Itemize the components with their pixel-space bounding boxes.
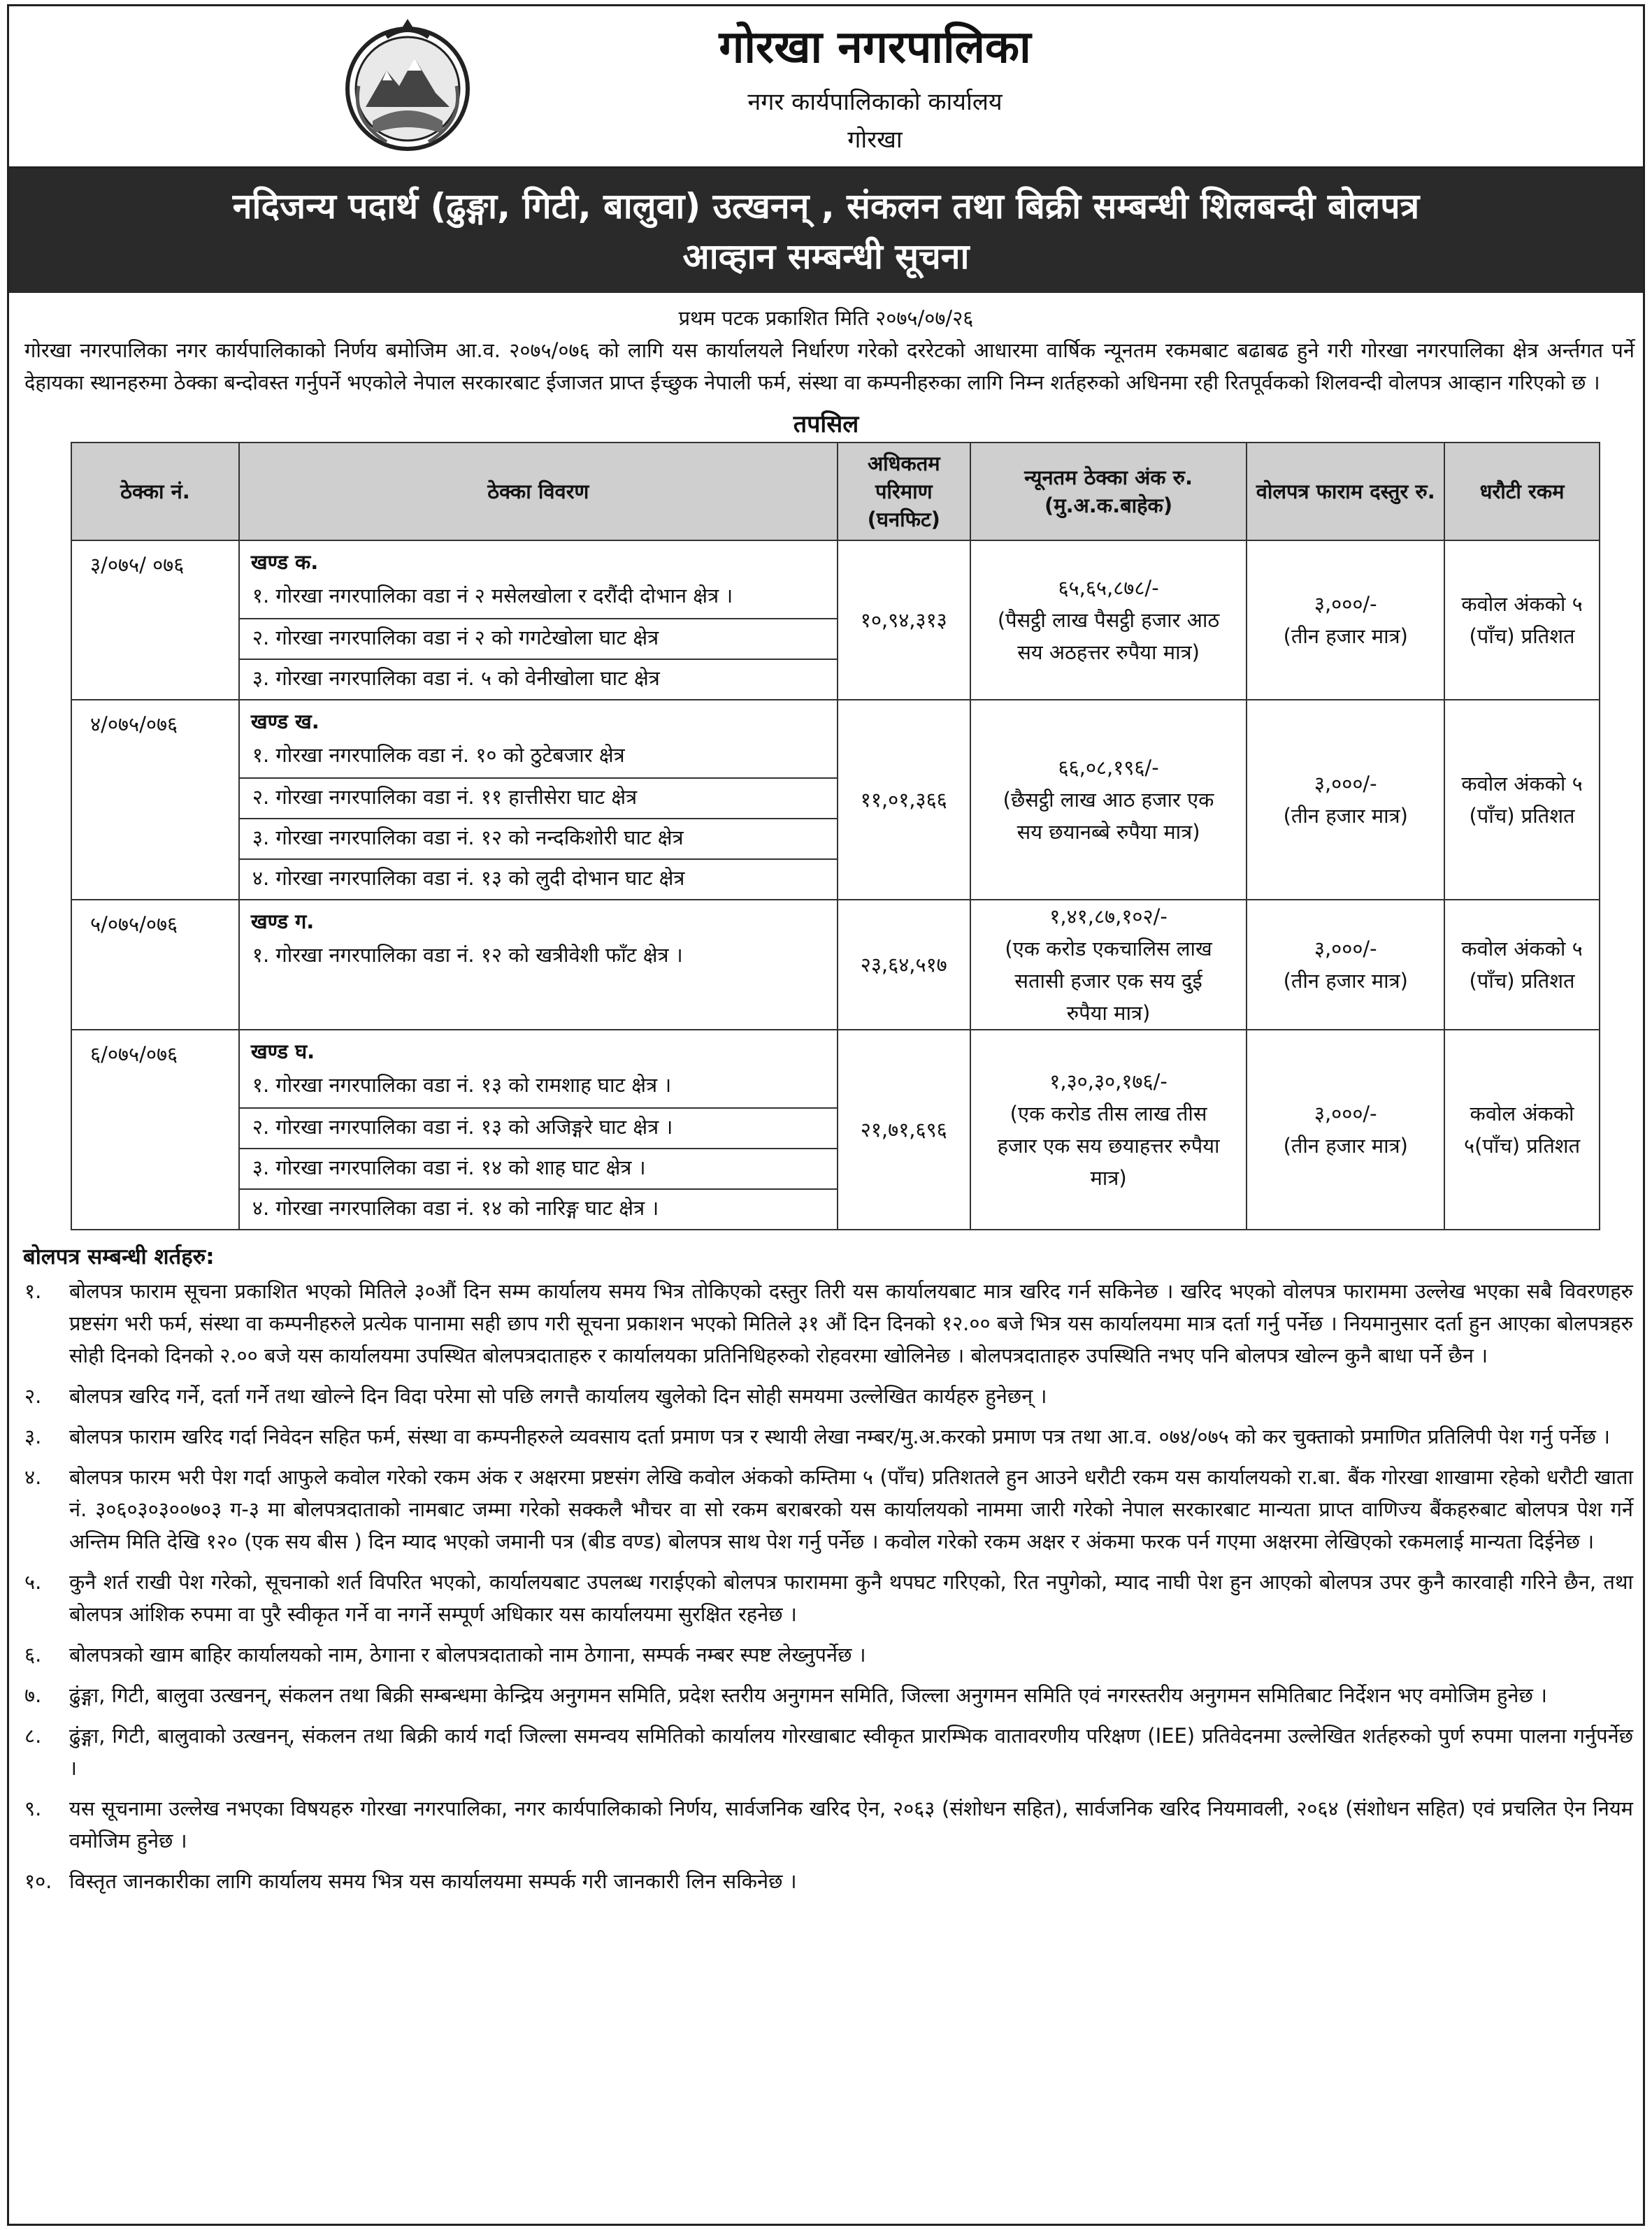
table-body xyxy=(71,540,1600,1230)
form-fee-words: (तीन हजार मात्र) xyxy=(1283,969,1408,993)
table-row xyxy=(71,700,1600,900)
condition-number: ६. xyxy=(24,1643,42,1667)
deposit-amount: कवोल अंकको ५ (पाँच) प्रतिशत xyxy=(1444,900,1600,1030)
form-fee-words: (तीन हजार मात्र) xyxy=(1283,624,1408,648)
condition-text: बोलपत्र फारम भरी पेश गर्दा आफुले कवोल गरेको रकम अंक र अक्षरमा प्रष्टसंग लेखि कवोल अंकको कम्तिमा ५ (पाँच) प्रतिशतले हुन आउने धरौटी रकम यस कार्यालयको रा.बा. बैंक गोरखा शाखामा रहेको धरौटी खाता नं. ३०६०३०३००७०३ ग-३ मा बोलपत्रदाताको नामबाट जम्मा गरेको सक्कलै भौचर वा सो रकम बराबरको यस कार्यालयको नाममा जारी गरेको नेपाल सरकारबाट मान्यता प्राप्त वाणिज्य बैंकहरुबाट बोलपत्र पेश गर्ने अन्तिम मिति देखि १२० (एक सय बीस ) दिन म्याद भएको जमानी पत्र (बीड वण्ड) बोलपत्र साथ पेश गर्नु पर्नेछ । कवोल गरेको रकम अक्षर र अंकमा फरक पर्न गएमा अक्षरमा लेखिएको रकमलाई मान्यता दिईनेछ । xyxy=(69,1465,1633,1553)
section-label: खण्ड क. xyxy=(250,550,319,574)
minimum-amount-words: (पैसट्ठी लाख पैसट्ठी हजार आठ सय अठहत्तर रुपैया मात्र) xyxy=(997,608,1220,664)
conditions-list xyxy=(9,1275,1643,1897)
condition-number: २. xyxy=(24,1384,42,1408)
max-quantity: ११,०१,३६६ xyxy=(838,700,970,900)
condition-number: ४. xyxy=(24,1465,42,1489)
contract-details xyxy=(239,540,838,700)
location-item: ३. गोरखा नगरपालिका वडा नं. १४ को शाह घाट क्षेत्र । xyxy=(240,1148,837,1188)
form-fee-figure: ३,०००/- xyxy=(1314,937,1377,961)
contract-number: ५/०७५/०७६ xyxy=(71,900,239,1030)
condition-number: ८. xyxy=(24,1724,42,1748)
form-fee-words: (तीन हजार मात्र) xyxy=(1283,1134,1408,1158)
deposit-amount: कवोल अंकको ५(पाँच) प्रतिशत xyxy=(1444,1030,1600,1230)
condition-item xyxy=(9,1679,1643,1711)
notice-frame xyxy=(7,4,1645,2226)
condition-text: बोलपत्र फाराम सूचना प्रकाशित भएको मितिले ३०औं दिन सम्म कार्यालय समय भित्र तोकिएको दस्तुर तिरी यस कार्यालयबाट मात्र खरिद गर्न सकिनेछ । खरिद भएको वोलपत्र फाराममा उल्लेख भएका सबै विवरणहरु प्रष्टसंग भरी फर्म, संस्था वा कम्पनीहरुले प्रत्येक पानामा सही छाप गरी सूचना प्रकाशन भएको मितिले ३१ औं दिन दिनको १२.०० बजे भित्र यस कार्यालयमा मात्र दर्ता गर्नु पर्नेछ । नियमानुसार दर्ता हुन आएका बोलपत्रहरु सोही दिनको दिनको २.०० बजे यस कार्यालयमा उपस्थित बोलपत्रदाताहरु र कार्यालयका प्रतिनिधिहरुको रोहवरमा खोलिनेछ । बोलपत्रदाताहरु उपस्थिति नभए पनि बोलपत्र खोल्न कुनै बाधा पर्ने छैन । xyxy=(69,1279,1633,1367)
col-header-no: ठेक्का नं. xyxy=(71,443,239,540)
condition-item xyxy=(9,1380,1643,1412)
condition-text: ढुंङ्गा, गिटी, बालुवाको उत्खनन्, संकलन तथा बिक्री कार्य गर्दा जिल्ला समन्वय समितिको कार्यालय गोरखाबाट स्वीकृत प्रारम्भिक वातावरणीय परिक्षण (IEE) प्रतिवेदनमा उल्लेखित शर्तहरुको पुर्ण रुपमा पालना गर्नुपर्नेछ । xyxy=(69,1724,1633,1780)
condition-item xyxy=(9,1792,1643,1857)
condition-item xyxy=(9,1420,1643,1453)
contract-table xyxy=(71,442,1600,1230)
intro-paragraph: गोरखा नगरपालिका नगर कार्यपालिकाको निर्णय बमोजिम आ.व. २०७५/०७६ को लागि यस कार्यालयले निर्धारण गरेको दररेटको आधारमा वार्षिक न्यूनतम रकमबाट बढाबढ हुने गरी गोरखा नगरपालिका क्षेत्र अर्न्तगत पर्ने देहायका स्थानहरुमा ठेक्का बन्दोवस्त गर्नुपर्ने भएकोले नेपाल सरकारबाट ईजाजत प्राप्त ईच्छुक नेपाली फर्म, संस्था वा कम्पनीहरुका लागि निम्न शर्तहरुको अधिनमा रही रितपूर्वकको शिलवन्दी वोलपत्र आव्हान गरिएको छ । xyxy=(24,338,1635,394)
table-header-row xyxy=(71,443,1600,540)
table-row xyxy=(71,540,1600,700)
contract-details xyxy=(239,700,838,900)
col-header-deposit: धरौटी रकम xyxy=(1444,443,1600,540)
contract-number: ४/०७५/०७६ xyxy=(71,700,239,900)
conditions-title: बोलपत्र सम्बन्धी शर्तहरु: xyxy=(23,1244,215,1269)
minimum-amount xyxy=(970,700,1247,900)
minimum-amount-figure: १,४१,८७,१०२/- xyxy=(1049,905,1168,928)
form-fee xyxy=(1247,700,1444,900)
location-item: ३. गोरखा नगरपालिका वडा नं. १२ को नन्दकिशोरी घाट क्षेत्र xyxy=(240,818,837,858)
col-header-qty: अधिकतम परिमाण (घनफिट) xyxy=(838,443,970,540)
deposit-amount: कवोल अंकको ५ (पाँच) प्रतिशत xyxy=(1444,700,1600,900)
form-fee xyxy=(1247,900,1444,1030)
location-item: १. गोरखा नगरपालिका वडा नं. १३ को रामशाह घाट क्षेत्र । xyxy=(252,1073,672,1097)
minimum-amount xyxy=(970,900,1247,1030)
contract-details xyxy=(239,1030,838,1230)
form-fee-figure: ३,०००/- xyxy=(1314,592,1377,616)
section-label: खण्ड ग. xyxy=(250,909,315,933)
condition-item xyxy=(9,1639,1643,1671)
section-label: खण्ड ख. xyxy=(250,710,319,733)
condition-text: बोलपत्र खरिद गर्ने, दर्ता गर्ने तथा खोल्ने दिन विदा परेमा सो पछि लगत्तै कार्यालय खुलेको दिन सोही समयमा उल्लेखित कार्यहरु हुनेछन् । xyxy=(69,1384,1047,1408)
minimum-amount-words: (एक करोड एकचालिस लाख सतासी हजार एक सय दुई रुपैया मात्र) xyxy=(1005,937,1212,1025)
header xyxy=(9,6,1643,168)
location-item: २. गोरखा नगरपालिका वडा नं २ को गगटेखोला घाट क्षेत्र xyxy=(240,618,837,659)
minimum-amount xyxy=(970,1030,1247,1230)
condition-item xyxy=(9,1566,1643,1630)
minimum-amount-words: (छैसट्ठी लाख आठ हजार एक सय छयानब्बे रुपैया मात्र) xyxy=(1003,788,1214,844)
location-item: १. गोरखा नगरपालिक वडा नं. १० को ठुटेबजार क्षेत्र xyxy=(252,743,625,767)
banner-line-1: नदिजन्य पदार्थ (ढुङ्गा, गिटी, बालुवा) उत्खनन् , संकलन तथा बिक्री सम्बन्धी शिलबन्दी बोलपत्र xyxy=(232,186,1420,226)
condition-number: ७. xyxy=(24,1683,42,1707)
minimum-amount-figure: ६५,६५,८७८/- xyxy=(1058,576,1159,600)
form-fee xyxy=(1247,540,1444,700)
publication-date: प्रथम पटक प्रकाशित मिति २०७५/०७/२६ xyxy=(678,306,974,330)
form-fee-figure: ३,०००/- xyxy=(1314,772,1377,796)
condition-number: १०. xyxy=(24,1869,52,1893)
notice-banner xyxy=(9,168,1643,293)
col-header-min: न्यूनतम ठेक्का अंक रु. (मु.अ.क.बाहेक) xyxy=(970,443,1247,540)
condition-text: कुनै शर्त राखी पेश गरेको, सूचनाको शर्त विपरित भएको, कार्यालयबाट उपलब्ध गराईएको बोलपत्र फाराममा कुनै थपघट गरिएको, रित नपुगेको, म्याद नाघी पेश हुन आएको बोलपत्र उपर कुनै कारवाही गरिने छैन, तथा बोलपत्र आंशिक रुपमा वा पुरै स्वीकृत गर्ने वा नगर्ने सम्पूर्ण अधिकार यस कार्यालयमा सुरक्षित रहनेछ । xyxy=(69,1570,1633,1626)
schedule-heading: तपसिल xyxy=(793,410,859,438)
contract-details xyxy=(239,900,838,1030)
form-fee-figure: ३,०००/- xyxy=(1314,1102,1377,1125)
location-item: ४. गोरखा नगरपालिका वडा नं. १३ को लुदी दोभान घाट क्षेत्र xyxy=(240,858,837,899)
office-name: नगर कार्यपालिकाको कार्यालय xyxy=(747,88,1003,116)
deposit-amount: कवोल अंकको ५ (पाँच) प्रतिशत xyxy=(1444,540,1600,700)
location-item: ४. गोरखा नगरपालिका वडा नं. १४ को नारिङ्ग घाट क्षेत्र । xyxy=(240,1188,837,1229)
location-item: १. गोरखा नगरपालिका वडा नं. १२ को खत्रीवेशी फाँट क्षेत्र । xyxy=(252,943,683,967)
municipality-name: गोरखा नगरपालिका xyxy=(719,22,1031,73)
condition-item xyxy=(9,1720,1643,1784)
col-header-fee: वोलपत्र फाराम दस्तुर रु. xyxy=(1247,443,1444,540)
minimum-amount xyxy=(970,540,1247,700)
condition-text: यस सूचनामा उल्लेख नभएका विषयहरु गोरखा नगरपालिका, नगर कार्यपालिकाको निर्णय, सार्वजनिक खरिद ऐन, २०६३ (संशोधन सहित), सार्वजनिक खरिद नियमावली, २०६४ (संशोधन सहित) एवं प्रचलित ऐन नियम वमोजिम हुनेछ । xyxy=(69,1797,1633,1853)
condition-text: बोलपत्रको खाम बाहिर कार्यालयको नाम, ठेगाना र बोलपत्रदाताको नाम ठेगाना, सम्पर्क नम्बर स्पष्ट लेख्नुपर्नेछ । xyxy=(69,1643,866,1667)
col-header-details: ठेक्का विवरण xyxy=(239,443,838,540)
section-label: खण्ड घ. xyxy=(250,1040,315,1063)
contract-number: ३/०७५/ ०७६ xyxy=(71,540,239,700)
condition-number: १. xyxy=(24,1279,42,1303)
minimum-amount-figure: ६६,०८,१९६/- xyxy=(1058,756,1159,779)
contract-number: ६/०७५/०७६ xyxy=(71,1030,239,1230)
condition-text: ढुंङ्गा, गिटी, बालुवा उत्खनन्, संकलन तथा बिक्री सम्बन्धमा केन्द्रिय अनुगमन समिति, प्रदेश स्तरीय अनुगमन समिति, जिल्ला अनुगमन समिति एवं नगरस्तरीय अनुगमन समितिबाट निर्देशन भए वमोजिम हुनेछ । xyxy=(69,1683,1548,1707)
condition-text: बोलपत्र फाराम खरिद गर्दा निवेदन सहित फर्म, संस्था वा कम्पनीहरुले व्यवसाय दर्ता प्रमाण पत्र र स्थायी लेखा नम्बर/मु.अ.करको प्रमाण पत्र तथा आ.व. ०७४/०७५ को कर चुक्ताको प्रमाणित प्रतिलिपी पेश गर्नु पर्नेछ । xyxy=(69,1425,1610,1448)
office-location: गोरखा xyxy=(847,126,903,154)
table-row xyxy=(71,1030,1600,1230)
condition-number: ५. xyxy=(24,1570,42,1594)
condition-number: ३. xyxy=(24,1425,42,1448)
banner-line-2: आव्हान सम्बन्धी सूचना xyxy=(682,236,970,277)
max-quantity: २३,६४,५१७ xyxy=(838,900,970,1030)
max-quantity: १०,९४,३१३ xyxy=(838,540,970,700)
max-quantity: २१,७१,६९६ xyxy=(838,1030,970,1230)
minimum-amount-figure: १,३०,३०,१७६/- xyxy=(1049,1070,1168,1093)
condition-number: ९. xyxy=(24,1797,42,1820)
location-item: २. गोरखा नगरपालिका वडा नं. ११ हात्तीसेरा घाट क्षेत्र xyxy=(240,777,837,818)
minimum-amount-words: (एक करोड तीस लाख तीस हजार एक सय छयाहत्तर रुपैया मात्र) xyxy=(997,1102,1220,1190)
table-row xyxy=(71,900,1600,1030)
location-item: ३. गोरखा नगरपालिका वडा नं. ५ को वेनीखोला घाट क्षेत्र xyxy=(240,659,837,699)
location-item: २. गोरखा नगरपालिका वडा नं. १३ को अजिङ्गरे घाट क्षेत्र । xyxy=(240,1107,837,1148)
form-fee xyxy=(1247,1030,1444,1230)
condition-text: विस्तृत जानकारीका लागि कार्यालय समय भित्र यस कार्यालयमा सम्पर्क गरी जानकारी लिन सकिनेछ । xyxy=(69,1869,797,1893)
condition-item xyxy=(9,1865,1643,1897)
location-item: १. गोरखा नगरपालिका वडा नं २ मसेलखोला र दरौंदी दोभान क्षेत्र । xyxy=(252,584,733,607)
condition-item xyxy=(9,1461,1643,1558)
condition-item xyxy=(9,1275,1643,1372)
form-fee-words: (तीन हजार मात्र) xyxy=(1283,804,1408,828)
